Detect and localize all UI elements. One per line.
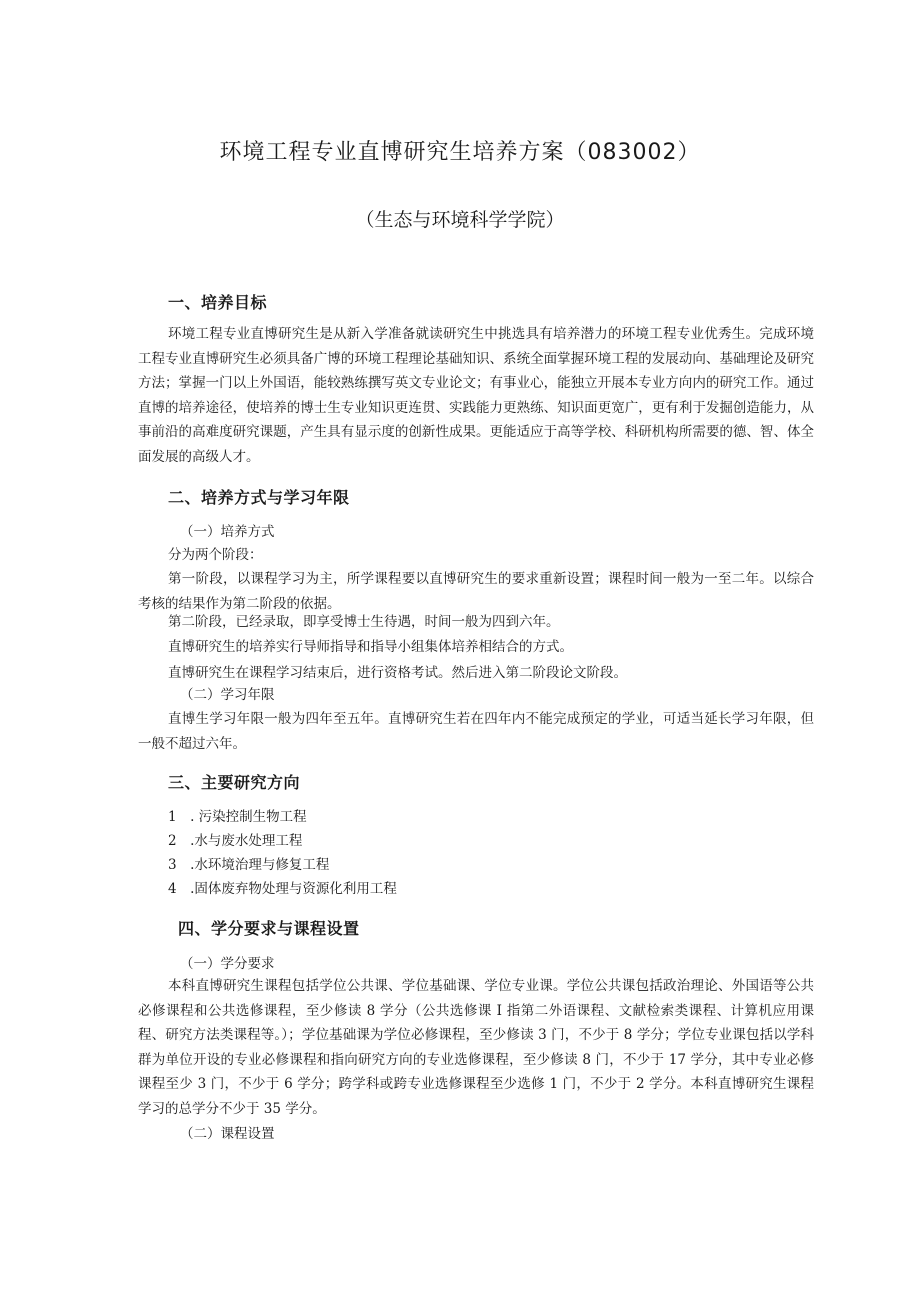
section-1-paragraph: 环境工程专业直博研究生是从新入学准备就读研究生中挑选具有培养潜力的环境工程专业优秀生。完成环境工程专业直博研究生必须具备广博的环境工程理论基础知识、系统全面掌握环境工程的发展动向、基础理论及研究方法；掌握一门以上外国语，能较熟练撰写英文专业论文；有事业心，能独立开展本专业方向内的研究工作。通过直博的培养途径，使培养的博士生专业知识更连贯、实践能力更熟练、知识面更宽广，更有利于发掘创造能力，从事前沿的高难度研究课题，产生具有显示度的创新性成果。更能适应于高等学校、科研机构所需要的德、智、体全面发展的高级人才。 (138, 326, 814, 465)
section-heading-3: 三、主要研究方向 (168, 773, 301, 792)
list-item: 4 .固体废弃物处理与资源化利用工程 (168, 881, 397, 897)
list-item: 1 . 污染控制生物工程 (168, 809, 307, 825)
document-subtitle: （生态与环境科学学院） (355, 209, 565, 231)
text-line: 第二阶段，已经录取，即享受博士生待遇，时间一般为四到六年。 (168, 614, 560, 630)
section-4-paragraph: 本科直博研究生课程包括学位公共课、学位基础课、学位专业课。学位公共课包括政治理论、外国语等公共必修课程和公共选修课程，至少修读 8 学分（公共选修课 I 指第二外语课程、文献检索类课程、计算机应用课程、研究方法类课程等。）；学位基础课为学位必修课程，至少修读 3 门，不少于 8 学分；学位专业课包括以学科群为单位开设的专业必修课程和指向研究方向的专业选修课程，至少修读 8 门，不少于 17 学分，其中专业必修课程至少 3 门，不少于 6 学分；跨学科或跨专业选修课程至少选修 1 门，不少于 2 学分。本科直博研究生课程学习的总学分不少于 35 学分。 (138, 978, 814, 1117)
subheading-credits: （一）学分要求 (180, 956, 275, 972)
section-2-paragraph-2: 直博生学习年限一般为四年至五年。直博研究生若在四年内不能完成预定的学业，可适当延长学习年限，但一般不超过六年。 (138, 711, 814, 752)
subheading-training-mode: （一）培养方式 (180, 524, 275, 540)
document-title: 环境工程专业直博研究生培养方案（083002） (219, 140, 701, 165)
section-heading-1: 一、培养目标 (168, 293, 268, 312)
section-2-paragraph-1: 第一阶段，以课程学习为主，所学课程要以直博研究生的要求重新设置；课程时间一般为一至二年。以综合考核的结果作为第二阶段的依据。 (138, 571, 814, 612)
text-line: 直博研究生在课程学习结束后，进行资格考试。然后进入第二阶段论文阶段。 (168, 665, 627, 681)
subheading-courses: （二）课程设置 (180, 1126, 275, 1142)
section-heading-2: 二、培养方式与学习年限 (168, 488, 350, 507)
text-line: 直博研究生的培养实行导师指导和指导小组集体培养相结合的方式。 (168, 639, 573, 655)
text-line: 分为两个阶段： (168, 547, 263, 563)
section-heading-4: 四、学分要求与课程设置 (178, 919, 360, 938)
subheading-study-years: （二）学习年限 (180, 687, 275, 703)
list-item: 3 .水环境治理与修复工程 (168, 857, 330, 873)
list-item: 2 .水与废水处理工程 (168, 833, 303, 849)
